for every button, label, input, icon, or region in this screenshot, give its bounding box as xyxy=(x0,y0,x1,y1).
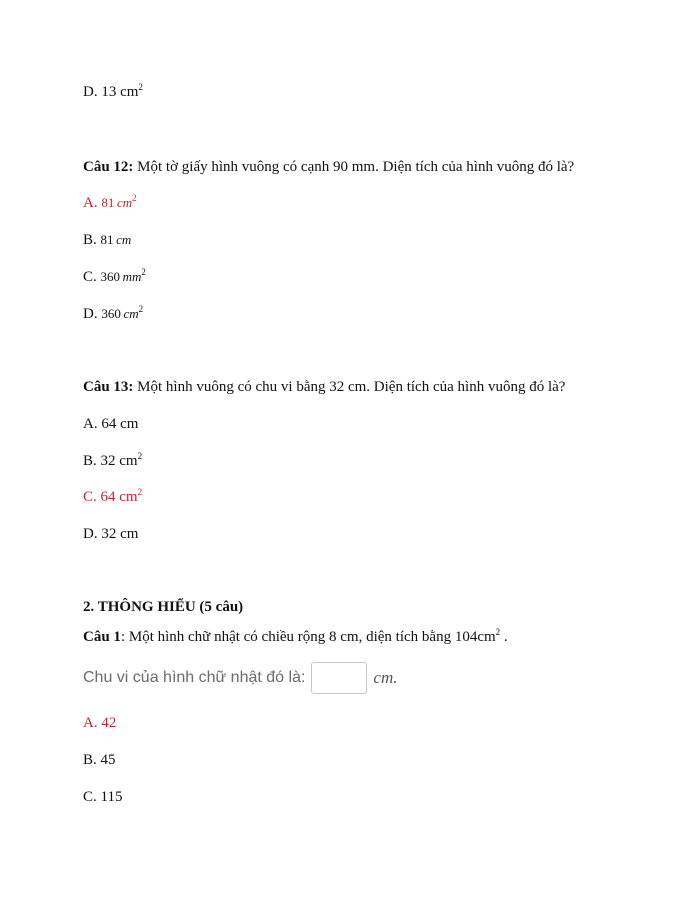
question-label: Câu 1 xyxy=(83,629,121,645)
image-unit: cm. xyxy=(373,668,398,687)
question-image xyxy=(83,662,397,694)
q13-option-a: A. 64 cm xyxy=(83,416,139,432)
question-text: : Một hình chữ nhật có chiều rộng 8 cm, diện tích bằng 104cm xyxy=(120,629,496,645)
question-12 xyxy=(83,158,574,176)
q1-option-b: B. 45 xyxy=(83,752,116,768)
image-prompt: Chu vi của hình chữ nhật đó là: xyxy=(83,669,306,686)
q12-option-c: C. 360 $mm^2$ xyxy=(83,267,146,285)
q13-option-b: B. 32 $cm^2$ xyxy=(83,451,143,469)
question-text: Một tờ giấy hình vuông có cạnh 90 mm. Diện tích của hình vuông đó là? xyxy=(133,159,575,175)
section-heading: 2. THÔNG HIỂU (5 câu) xyxy=(83,599,244,615)
question-text: Một hình vuông có chu vi bằng 32 cm. Diện tích của hình vuông đó là? xyxy=(133,379,566,395)
q12-option-d: D. 360 $cm^2$ xyxy=(83,304,144,322)
prev-option-d: D. 13 $cm^2$ xyxy=(83,82,143,100)
question-13 xyxy=(83,378,565,396)
question-label: Câu 13: xyxy=(83,379,134,395)
q12-option-b: B. 81 cm xyxy=(83,232,132,248)
answer-input-box xyxy=(311,662,367,694)
question-label: Câu 12: xyxy=(83,159,134,175)
q1-option-a: A. 42 xyxy=(83,715,117,731)
q13-option-d: D. 32 cm xyxy=(83,526,139,542)
q13-option-c: C. 64 $cm^2$ xyxy=(83,487,143,505)
q1-option-c: C. 115 xyxy=(83,789,123,805)
question-1: Câu 1: Một hình chữ nhật có chiều rộng 8 cm, diện tích bằng $104cm^2$ . xyxy=(83,627,508,645)
q12-option-a: A. 81 $cm^2$ xyxy=(83,193,137,211)
